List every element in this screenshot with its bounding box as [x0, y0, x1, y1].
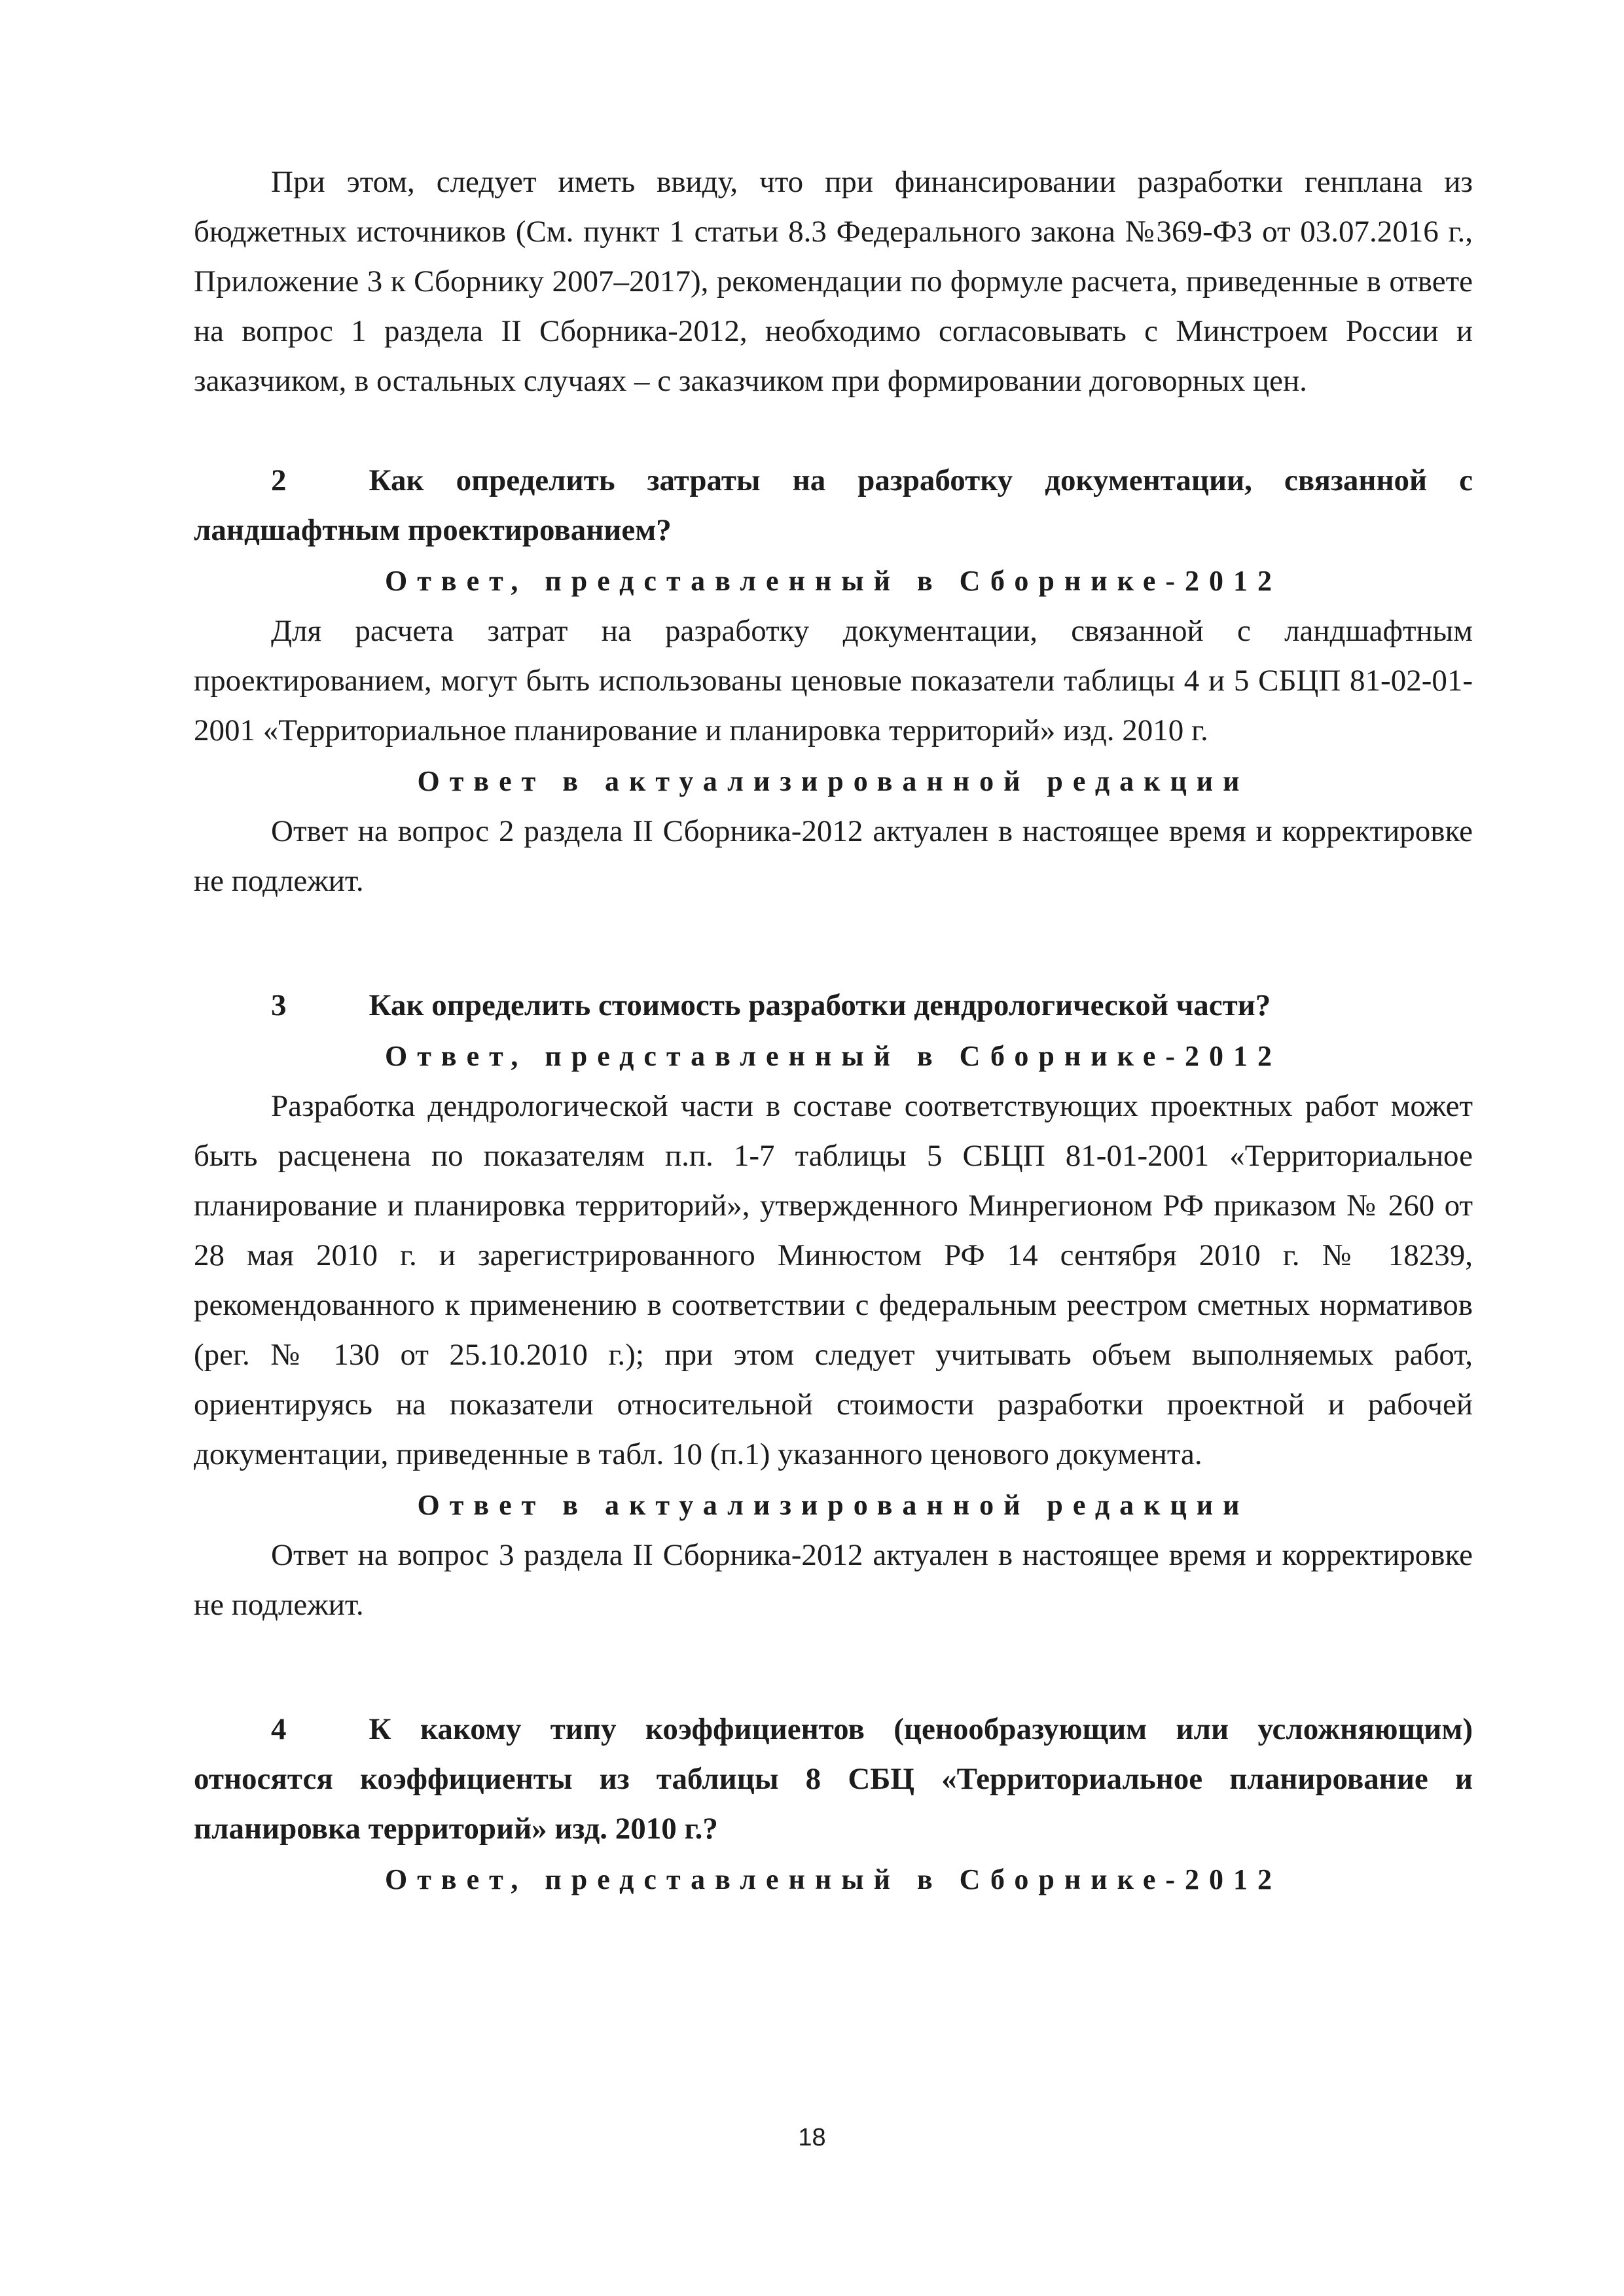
answer-2012-text: Разработка дендрологической части в составе соответствующих проектных работ может быть расценена по показателям п.п. 1-7 таблицы 5 СБЦП 81-01-2001 «Территориальное планирование и планировка территорий», утвержденного Минрегионом РФ приказом № 260 от 28 мая 2010 г. и зарегистрированного Минюстом РФ 14 сентября 2010 г. № 18239, рекомендованного к применению в соответствии с федеральным реестром сметных нормативов (рег. № 130 от 25.10.2010 г.); при этом следует учитывать объем выполняемых работ, ориентируясь на показатели относительной стоимости разработки проектной и рабочей документации, приведенные в табл. 10 (п.1) указанного ценового документа.: [194, 1089, 1473, 1471]
question-text: К какому типу коэффициентов (ценообразующим или усложняющим) относятся коэффициенты из таблицы 8 СБЦ «Территориальное планирование и планировка территорий» изд. 2010 г.?: [194, 1712, 1473, 1846]
answer-2012-heading: Ответ, представленный в Сборнике-2012: [384, 1040, 1282, 1072]
page-content: [194, 157, 1473, 1905]
question-number: 2: [271, 463, 287, 497]
intro-paragraph: При этом, следует иметь ввиду, что при финансировании разработки генплана из бюджетных источников (См. пункт 1 статьи 8.3 Федерального закона №369-ФЗ от 03.07.2016 г., Приложение 3 к Сборнику 2007–2017), рекомендации по формуле расчета, приведенные в ответе на вопрос 1 раздела II Сборника-2012, необходимо согласовывать с Минстроем России и заказчиком, в остальных случаях – с заказчиком при формировании договорных цен.: [194, 165, 1473, 398]
question-3: [194, 980, 1473, 1030]
question-number: 3: [271, 988, 287, 1022]
page-number: 18: [798, 2124, 826, 2151]
answer-2012-heading: Ответ, представленный в Сборнике-2012: [384, 1863, 1282, 1895]
question-text: Как определить затраты на разработку документации, связанной с ландшафтным проектированием?: [194, 463, 1473, 547]
answer-2012-text: Для расчета затрат на разработку документации, связанной с ландшафтным проектированием, могут быть использованы ценовые показатели таблицы 4 и 5 СБЦП 81-02-01-2001 «Территориальное планирование и планировка территорий» изд. 2010 г.: [194, 614, 1473, 747]
answer-updated-heading: Ответ в актуализированной редакции: [417, 765, 1250, 797]
answer-2012-heading: Ответ, представленный в Сборнике-2012: [384, 565, 1282, 597]
question-text: Как определить стоимость разработки дендрологической части?: [369, 988, 1271, 1022]
answer-updated-text: Ответ на вопрос 2 раздела II Сборника-2012 актуален в настоящее время и корректировке не подлежит.: [194, 814, 1473, 898]
question-number: 4: [271, 1712, 287, 1746]
question-4: [194, 1704, 1473, 1854]
answer-updated-text: Ответ на вопрос 3 раздела II Сборника-2012 актуален в настоящее время и корректировке не подлежит.: [194, 1538, 1473, 1622]
answer-updated-heading: Ответ в актуализированной редакции: [417, 1489, 1250, 1521]
question-2: [194, 456, 1473, 555]
